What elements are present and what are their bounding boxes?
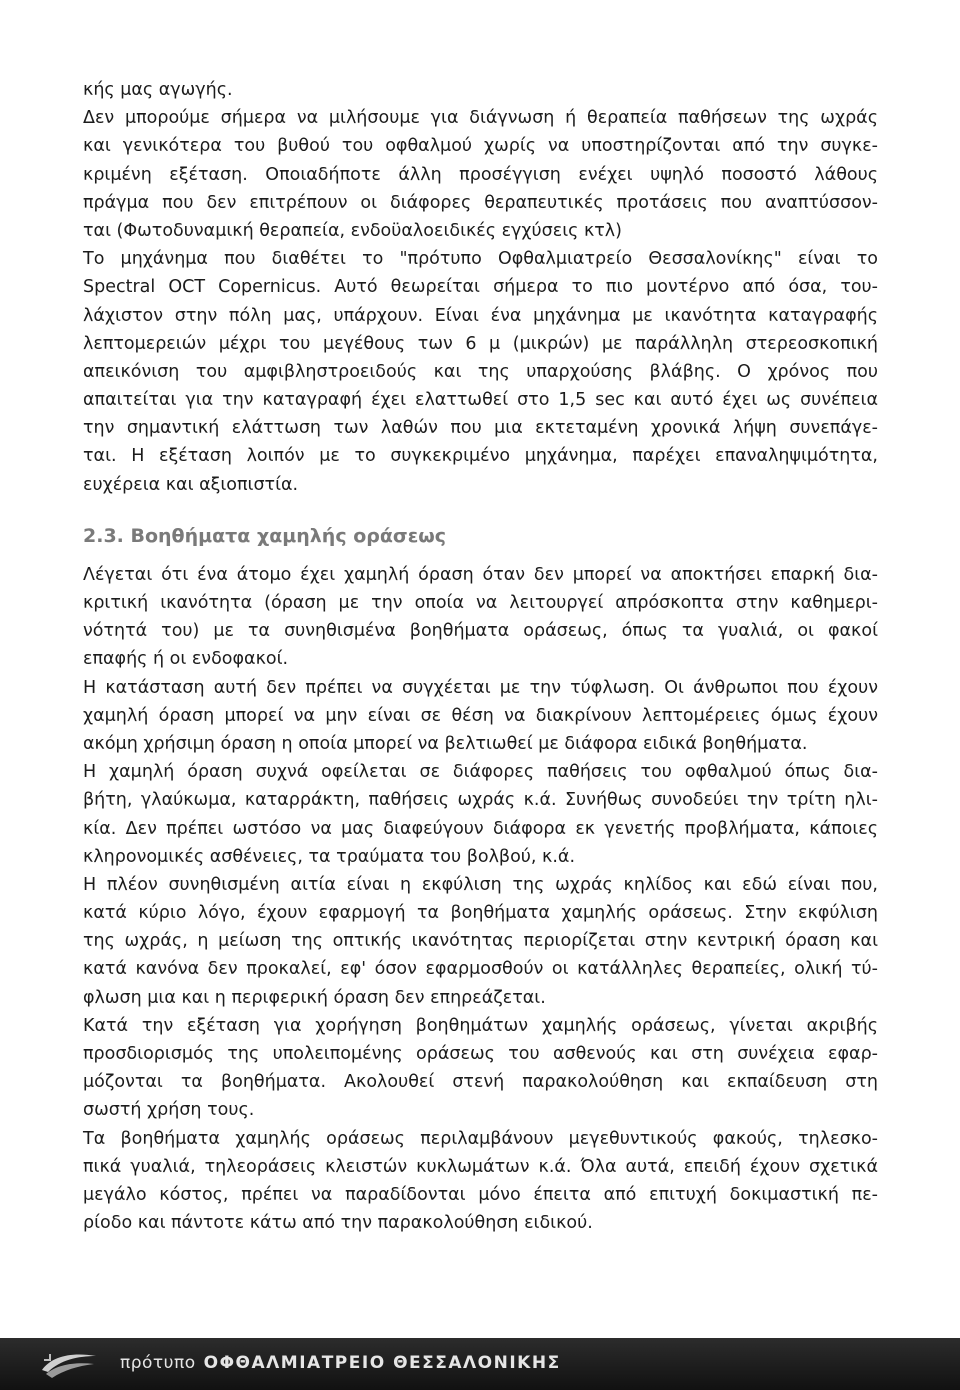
paragraph: [83, 674, 878, 759]
eye-swoosh-logo-icon: [38, 1348, 100, 1380]
text-line: Η κατάσταση αυτή δεν πρέπει να συγχέεται με την τύφλωση. Οι άνθρωποι που έχουν: [83, 677, 878, 698]
paragraph: [83, 104, 878, 245]
text-line: Τα βοηθήματα χαμηλής οράσεως περιλαμβάνουν μεγεθυντικούς φακούς, τηλεσκο-: [83, 1128, 878, 1149]
text-line: φλωση μια και η περιφερική όραση δεν επηρεάζεται.: [83, 987, 546, 1008]
paragraph: [83, 561, 878, 674]
text-line: ται. Η εξέταση λοιπόν με το συγκεκριμένο μηχάνημα, παρέχει επαναληψιμότητα,: [83, 446, 878, 467]
text-line: βήτη, γλαύκωμα, καταρράκτη, παθήσεις ωχράς κ.ά. Συνήθως συνοδεύει την τρίτη ηλι-: [83, 790, 878, 811]
text-line: προσδιορισμός της υπολειπομένης οράσεως του ασθενούς και στη συνέχεια εφαρ-: [83, 1044, 878, 1064]
footer-clinic-name: ΟΦΘΑΛΜΙΑΤΡΕΙΟ ΘΕΣΣΑΛΟΝΙΚΗΣ: [203, 1353, 561, 1373]
footer-prefix: πρότυπο: [120, 1353, 196, 1373]
text-line: ακόμη χρήσιμη όραση η οποία μπορεί να βελτιωθεί με διάφορα ειδικά βοηθήματα.: [83, 733, 808, 754]
text-line: μεγάλο κόστος, πρέπει να παραδίδονται μόνο έπειτα από επιτυχή δοκιμαστική πε-: [83, 1184, 878, 1205]
text-line: μόζονται τα βοηθήματα. Ακολουθεί στενή παρακολούθηση και εκπαίδευση στη: [83, 1072, 878, 1093]
text-line: κληρονομικές ασθένειες, τα τραύματα του βολβού, κ.ά.: [83, 846, 576, 867]
text-line: Λέγεται ότι ένα άτομο έχει χαμηλή όραση όταν δεν μπορεί να αποκτήσει επαρκή δια-: [83, 564, 878, 585]
text-line: πράγμα που δεν επιτρέπουν οι διάφορες θεραπευτικές προτάσεις που αναπτύσσον-: [83, 192, 878, 213]
text-line: την σημαντική ελάττωση των λαθών που μια εκτεταμένη χρονικά λήψη συνεπάγε-: [83, 418, 878, 439]
text-line: κριτική ικανότητα (όραση με την οποία να λειτουργεί απρόσκοπτα στην καθημερι-: [83, 593, 878, 613]
text-line: λάχιστον στην πόλη μας, υπάρχουν. Είναι ένα μηχάνημα με ικανότητα καταγραφής: [83, 305, 878, 326]
text-line: Η χαμηλή όραση συχνά οφείλεται σε διάφορες παθήσεις του οφθαλμού όπως δια-: [83, 762, 878, 783]
paragraph: [83, 245, 878, 499]
text-line: κατά κανόνα δεν προκαλεί, εφ' όσον εφαρμοσθούν οι κατάλληλες θεραπείες, ολική τύ-: [83, 959, 878, 980]
paragraph: [83, 758, 878, 871]
text-line: κής μας αγωγής.: [83, 80, 233, 100]
paragraph: [83, 871, 878, 1012]
paragraph: [83, 1125, 878, 1238]
text-line: κία. Δεν πρέπει ωστόσο να μας διαφεύγουν διάφορα εκ γενετής προβλήματα, κάποιες: [83, 818, 878, 839]
text-line: νότητά του) με τα συνηθισμένα βοηθήματα οράσεως, όπως τα γυαλιά, οι φακοί: [83, 621, 878, 642]
text-line: κατά κύριο λόγο, έχουν εφαρμογή τα βοηθήματα χαμηλής οράσεως. Στην εκφύλιση: [83, 903, 878, 924]
text-line: απεικόνιση του αμφιβληστροειδούς και της υπαρχούσης βλάβης. Ο χρόνος που: [83, 361, 878, 382]
text-line: Η πλέον συνηθισμένη αιτία είναι η εκφύλιση της ωχράς κηλίδος και εδώ είναι που,: [83, 874, 878, 895]
text-line: Κατά την εξέταση για χορήγηση βοηθημάτων χαμηλής οράσεως, γίνεται ακριβής: [83, 1015, 878, 1036]
text-line: απαιτείται για την καταγραφή έχει ελαττωθεί στο 1,5 sec και αυτό έχει ως συνέπεια: [83, 390, 878, 411]
section-heading: 2.3. Βοηθήματα χαμηλής οράσεως: [83, 524, 447, 547]
paragraph: [83, 1012, 878, 1125]
text-line: λεπτομερειών μέχρι του μεγέθους των 6 μ (μικρών) με παράλληλη στερεοσκοπική: [83, 333, 878, 354]
text-line: επαφής ή οι ενδοφακοί.: [83, 649, 289, 670]
text-line: της ωχράς, η μείωση της οπτικής ικανότητας περιορίζεται στην κεντρική όραση και: [83, 931, 878, 952]
paragraph: [83, 76, 878, 104]
text-line: χαμηλή όραση μπορεί να μην είναι σε θέση να διακρίνουν λεπτομέρειες όμως έχουν: [83, 705, 878, 726]
text-line: κριμένη εξέταση. Οποιαδήποτε άλλη προσέγγιση ενέχει υψηλό ποσοστό λάθους: [83, 164, 878, 185]
page-content: [83, 76, 878, 1237]
text-line: Spectral OCT Copernicus. Αυτό θεωρείται σήμερα το πιο μοντέρνο από όσα, του-: [83, 277, 878, 298]
footer-title: [120, 1353, 561, 1373]
text-line: ευχέρεια και αξιοπιστία.: [83, 474, 299, 495]
text-line: Το μηχάνημα που διαθέτει το "πρότυπο Οφθαλμιατρείο Θεσσαλονίκης" είναι το: [83, 249, 878, 270]
text-line: και γενικότερα του βυθού του οφθαλμού χωρίς να υποστηρίζονται από την συγκε-: [83, 136, 878, 157]
text-line: πικά γυαλιά, τηλεοράσεις κλειστών κυκλωμάτων κ.ά. Όλα αυτά, επειδή έχουν σχετικά: [83, 1156, 878, 1177]
text-line: σωστή χρήση τους.: [83, 1100, 255, 1121]
text-line: ται (Φωτοδυναμική θεραπεία, ενδοϋαλοειδικές εγχύσεις κτλ): [83, 220, 622, 241]
footer-banner: [0, 1338, 960, 1390]
text-line: ρίοδο και πάντοτε κάτω από την παρακολούθηση ειδικού.: [83, 1213, 593, 1234]
text-line: Δεν μπορούμε σήμερα να μιλήσουμε για διάγνωση ή θεραπεία παθήσεων της ωχράς: [83, 108, 878, 129]
